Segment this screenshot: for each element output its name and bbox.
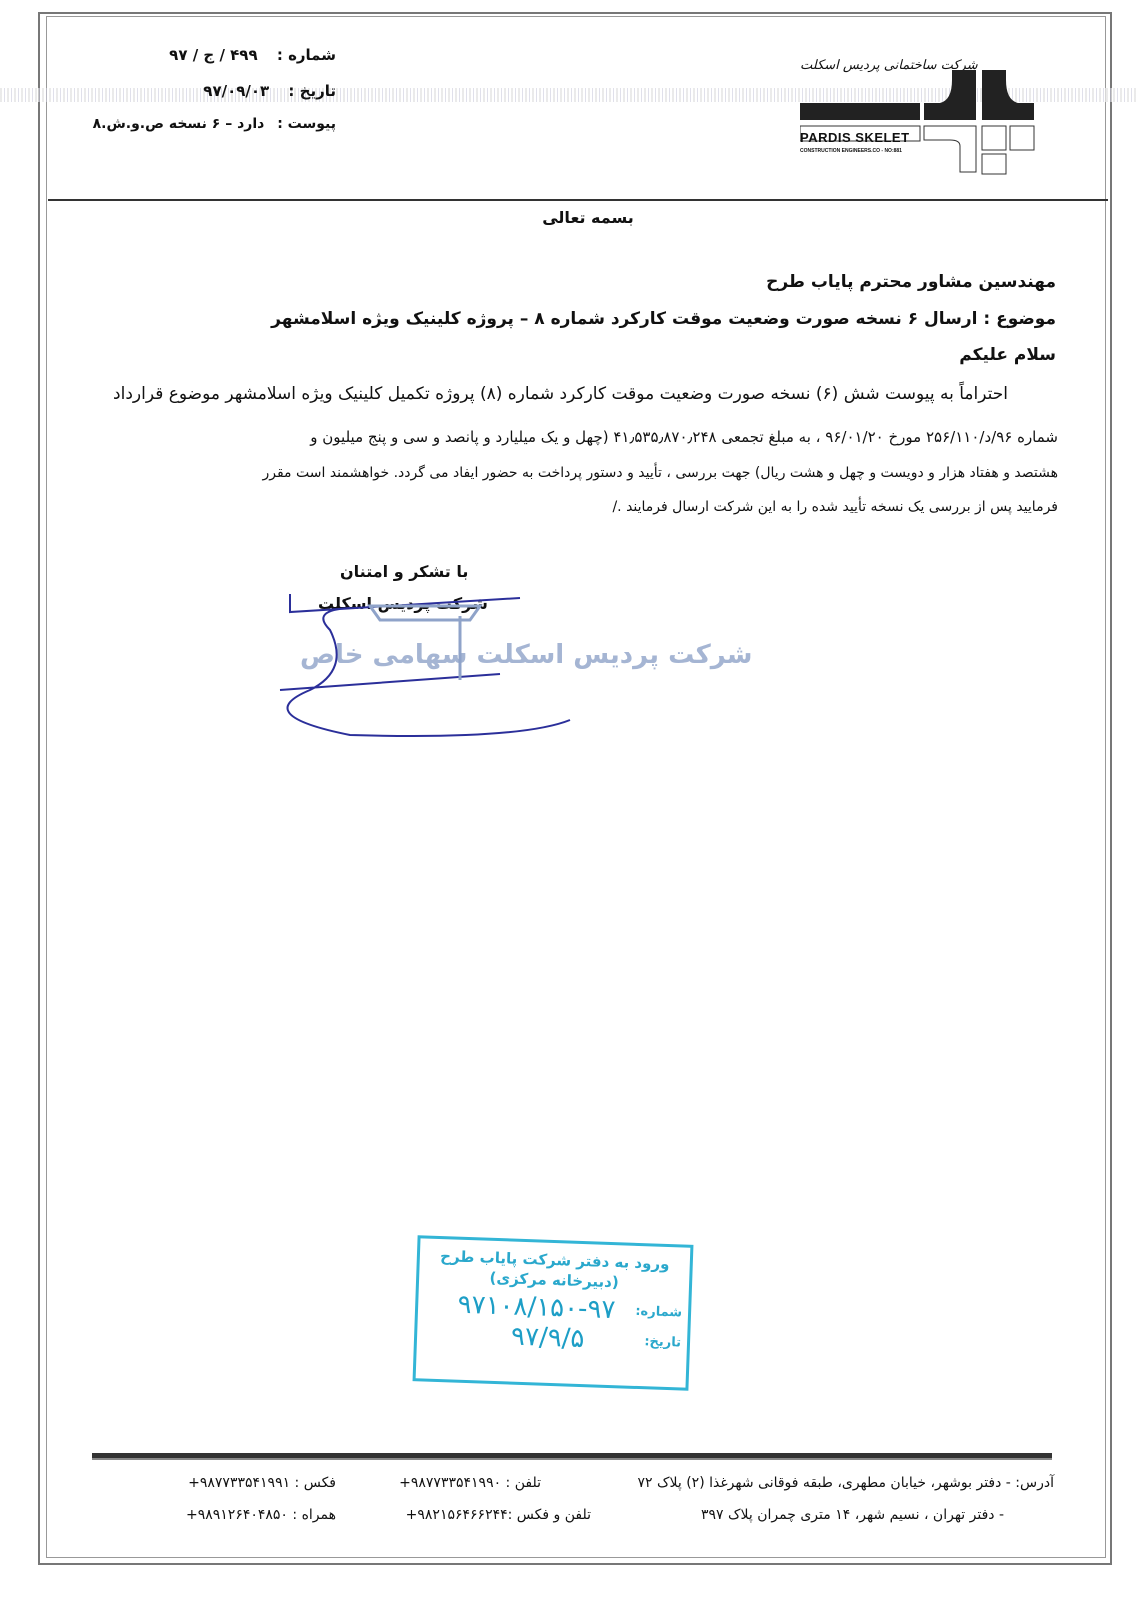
logo-persian-name: شرکت ساختمانی پردیس اسکلت	[800, 58, 978, 73]
body-line: شماره ۹۶/د/۲۵۶/۱۱۰ مورخ ۹۶/۰۱/۲۰ ، به مبلغ تجمعی ۴۱٫۵۳۵٫۸۷۰٫۲۴۸ (چهل و یک میلیارد و پانصد و سی و پنج میلیون و	[310, 428, 1058, 446]
footer-phone-tehran: تلفن و فکس :۹۸۲۱۵۶۴۶۶۲۴۴+	[405, 1507, 591, 1523]
body-line: فرمایید پس از بررسی یک نسخه تأیید شده را به این شرکت ارسال فرمایند ./	[612, 499, 1058, 515]
footer-address-tehran: - دفتر تهران ، نسیم شهر، ۱۴ متری چمران پلاک ۳۹۷	[701, 1507, 1004, 1523]
subject: موضوع : ارسال ۶ نسخه صورت وضعیت موقت کارکرد شماره ۸ – پروژه کلینیک ویژه اسلامشهر	[271, 309, 1056, 329]
footer-phone-bushehr: تلفن : ۹۸۷۷۳۳۵۴۱۹۹۰+	[399, 1475, 541, 1491]
letter-number	[169, 46, 336, 64]
stamp-line1: ورود به دفتر شرکت پایاب طرح	[439, 1247, 670, 1274]
letter-date	[203, 82, 336, 100]
company-logo	[800, 50, 1040, 170]
logo-mark	[800, 60, 1040, 175]
addressee: مهندسین مشاور محترم پایاب طرح	[766, 272, 1056, 292]
footer-fax-bushehr: فکس : ۹۸۷۷۳۳۵۴۱۹۹۱+	[188, 1475, 336, 1491]
attachment-value: دارد – ۶ نسخه ص.و.ش.۸	[92, 116, 265, 132]
greeting: سلام علیکم	[959, 345, 1056, 365]
closing: با تشکر و امتنان	[340, 562, 469, 581]
footer-divider	[92, 1453, 1052, 1460]
stamp-number-value: ۹۷۱۰۸/۱۵۰-۹۷	[457, 1289, 616, 1326]
attachment-label: پیوست :	[277, 116, 336, 132]
stamp-number-label: شماره:	[635, 1303, 683, 1321]
body-line: احتراماً به پیوست شش (۶) نسخه صورت وضعیت موقت کارکرد شماره (۸) پروژه تکمیل کلینیک ویژه اسلامشهر موضوع قرارداد	[113, 384, 1008, 404]
stamp-date-value: ۹۷/۹/۵	[510, 1321, 585, 1355]
invocation: بسمه تعالی	[542, 208, 634, 227]
header-divider	[48, 199, 1108, 201]
letter-attachment	[93, 116, 336, 132]
date-value: ۹۷/۰۹/۰۳	[203, 82, 270, 100]
number-label: شماره :	[276, 46, 336, 64]
footer-mobile: همراه : ۹۸۹۱۲۶۴۰۴۸۵۰+	[185, 1507, 336, 1523]
company-seal: شرکت پردیس اسکلت سهامی خاص	[300, 640, 753, 670]
received-stamp	[413, 1235, 694, 1391]
stamp-date-label: تاریخ:	[644, 1333, 682, 1350]
footer-address-bushehr: آدرس: - دفتر بوشهر، خیابان مطهری، طبقه فوقانی شهرغذا (۲) پلاک ۷۲	[637, 1475, 1054, 1491]
logo-english-name: PARDIS SKELET	[800, 130, 910, 145]
signatory: شرکت پردیس اسکلت	[318, 594, 488, 613]
signature	[270, 590, 600, 760]
number-value: ۴۹۹ / ج / ۹۷	[169, 46, 258, 64]
stamp-line2: (دبیرخانه مرکزی)	[489, 1268, 620, 1292]
date-label: تاریخ :	[288, 82, 336, 100]
logo-english-sub: CONSTRUCTION ENGINEERS.CO - NO:881	[800, 148, 902, 154]
body-line: هشتصد و هفتاد هزار و دویست و چهل و هشت ریال) جهت بررسی ، تأیید و دستور پرداخت به حضور ایفاد می گردد. خواهشمند است مقرر	[262, 465, 1058, 481]
